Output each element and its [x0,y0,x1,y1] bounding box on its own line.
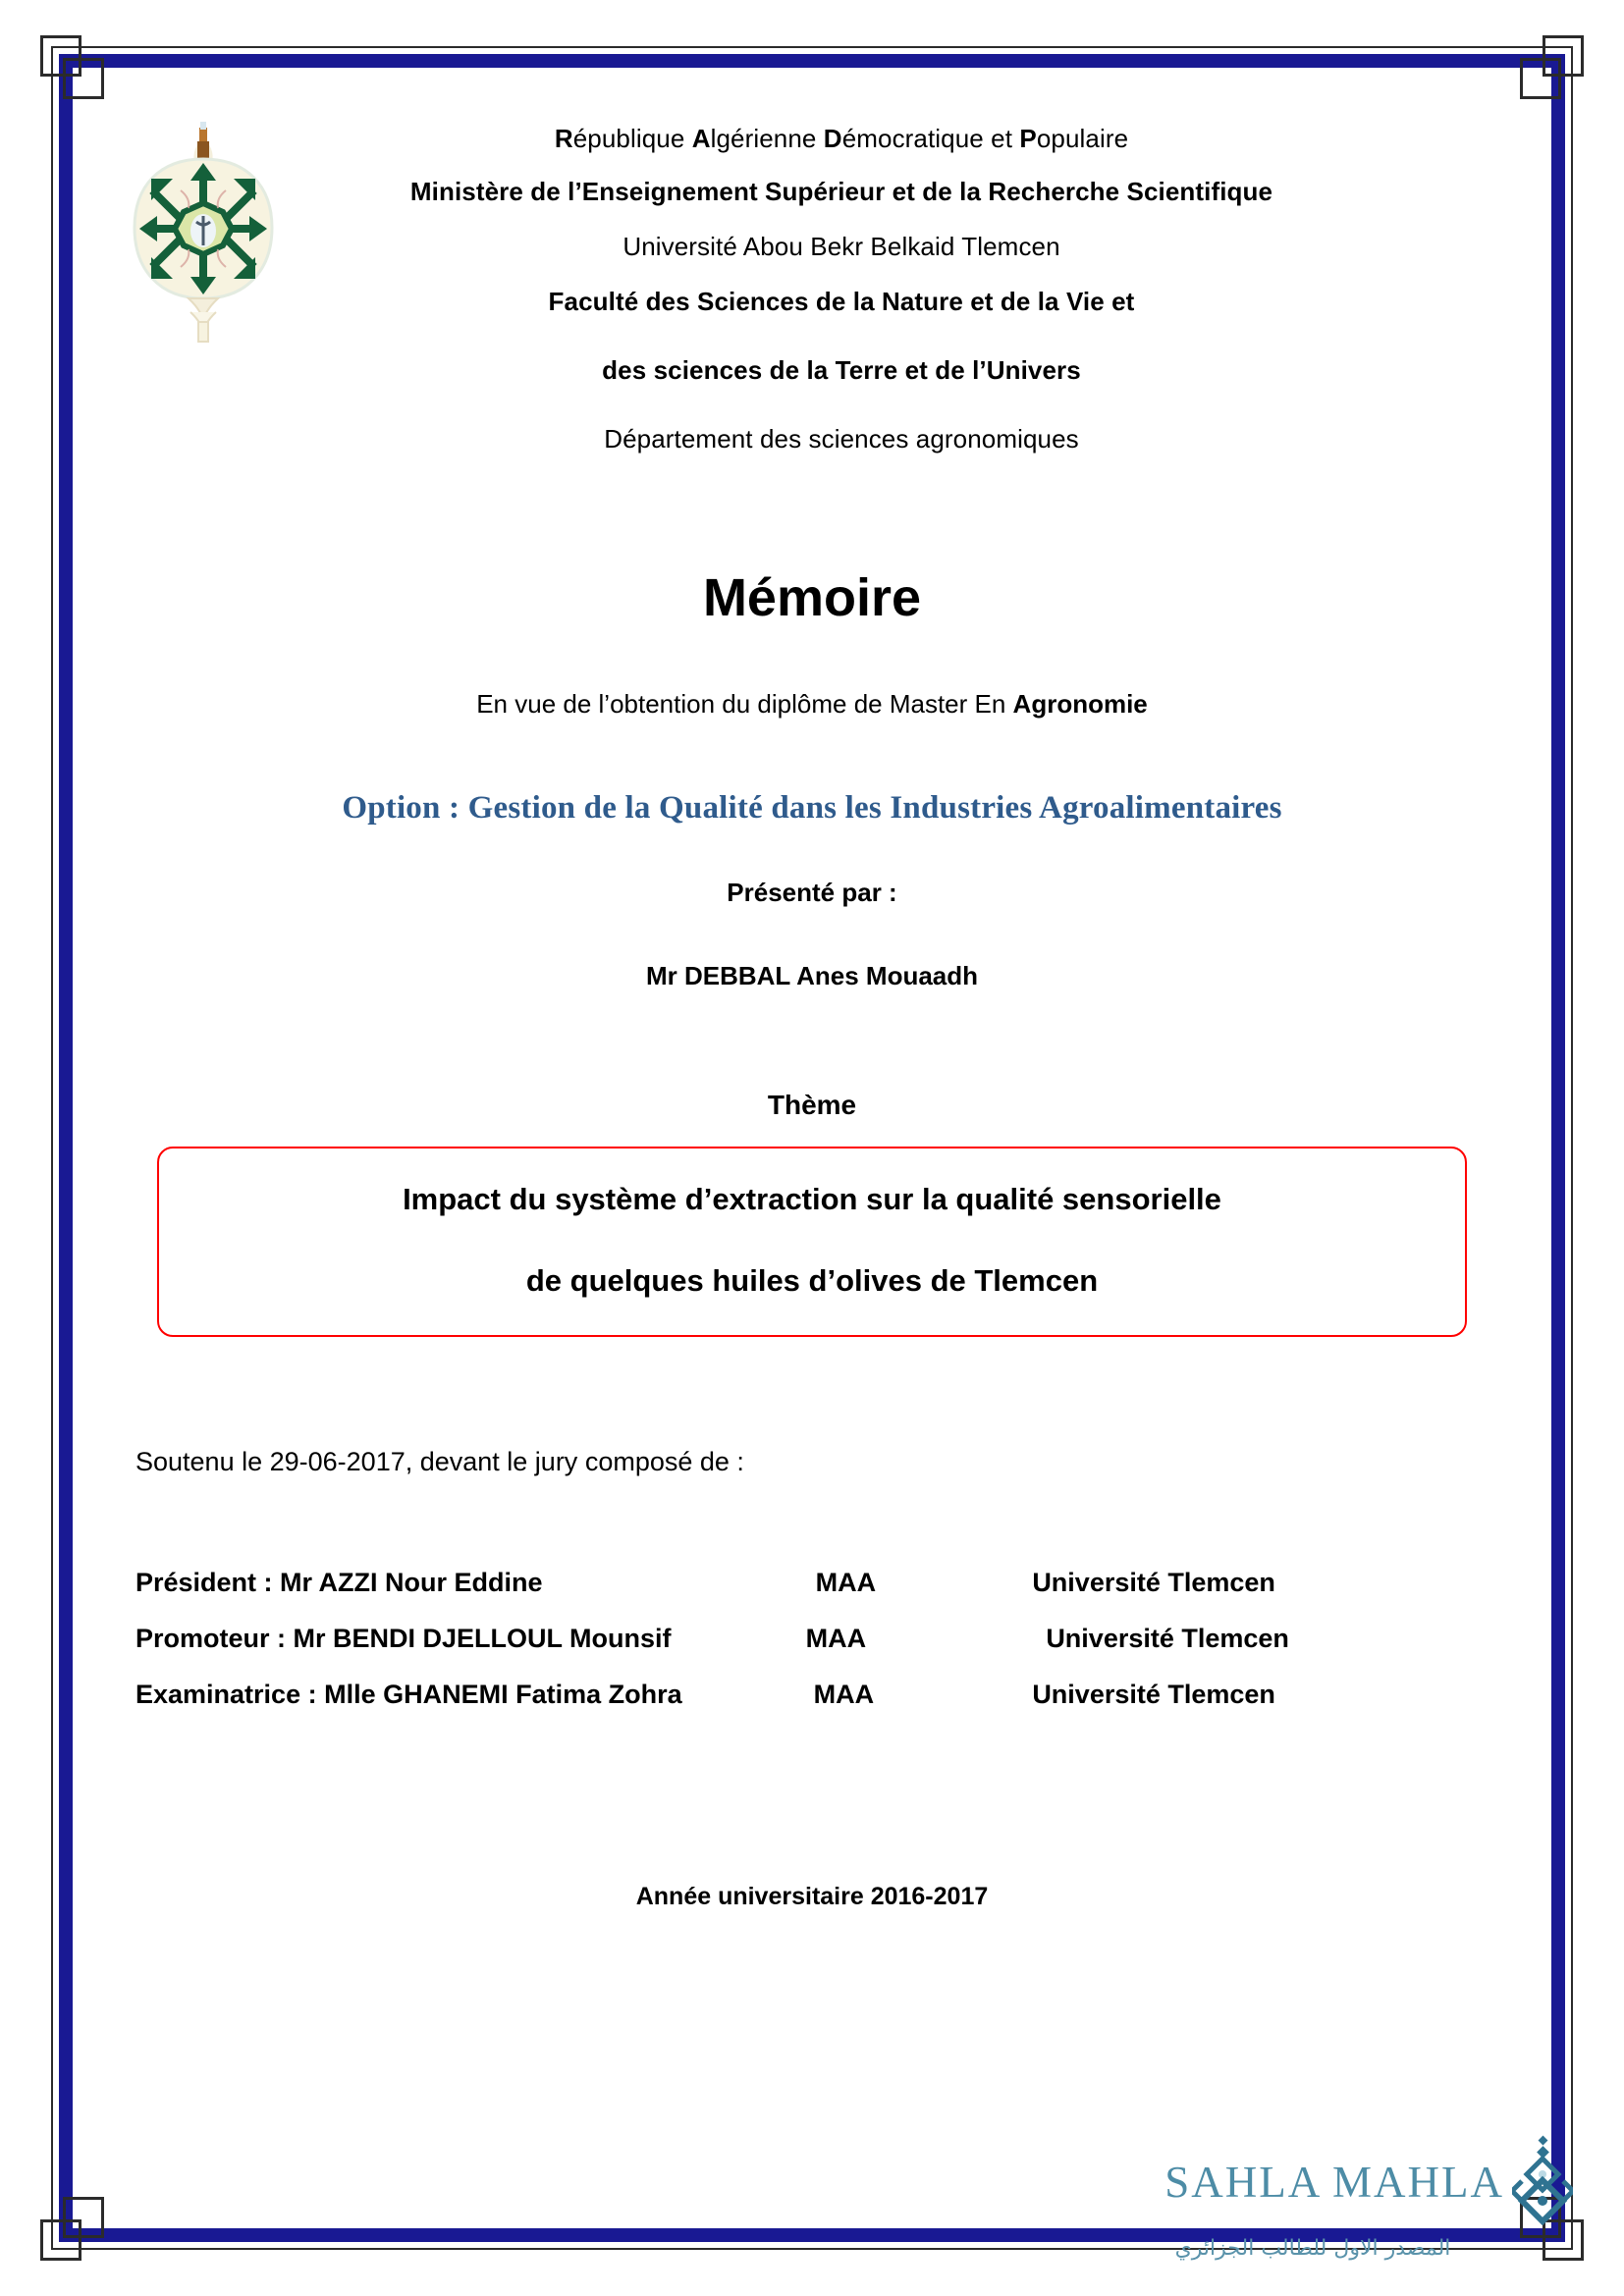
theme-title-line-1: Impact du système d’extraction sur la qualité sensorielle [403,1182,1221,1216]
corner-ornament-outer-top-left [40,35,81,77]
option-specialty: Option : Gestion de la Qualité dans les Industries Agroalimentaires [342,790,1282,826]
diploma-statement-field: Agronomie [1012,689,1148,719]
corner-ornament-outer-bottom-right [1543,2219,1584,2261]
jury-grade-0: MAA [815,1568,877,1597]
academic-year: Année universitaire 2016-2017 [635,1883,989,1910]
jury-institution-1: Université Tlemcen [1046,1624,1289,1653]
university-emblem-icon [130,120,277,346]
table-row [135,1624,1412,1680]
header-line-republic-c: émocratique et [841,124,1020,153]
theme-label: Thème [767,1090,857,1120]
table-row [135,1568,1412,1624]
jury-institution-0: Université Tlemcen [1032,1568,1275,1597]
jury-institution-2: Université Tlemcen [1032,1680,1275,1709]
author-name: Mr DEBBAL Anes Mouaadh [645,961,979,990]
table-row [135,1680,1412,1735]
diploma-statement-prefix: En vue de l’obtention du diplôme de Master En [476,689,1013,719]
jury-grade-2: MAA [813,1680,875,1709]
header-line-republic-a: A [691,124,711,153]
header-line-republic-b: lgérienne [710,124,824,153]
jury-role-0: Président : Mr AZZI Nour Eddine [135,1568,543,1597]
corner-ornament-outer-top-right [1543,35,1584,77]
institution-header-lines [157,126,1526,452]
header-line-university: Université Abou Bekr Belkaid Tlemcen [623,232,1060,261]
header-line-republic-p: P [1019,124,1037,153]
header-line-republic-r: R [554,124,573,153]
header-line-republic-e: opulaire [1036,124,1129,153]
header-line-faculty-1: Faculté des Sciences de la Nature et de la Vie et [548,287,1135,316]
institution-header [98,98,1526,452]
jury-role-1: Promoteur : Mr BENDI DJELLOUL Mounsif [135,1624,672,1653]
header-line-republic [157,126,1526,151]
jury-grade-1: MAA [805,1624,867,1653]
theme-box [157,1147,1467,1337]
header-line-department: Département des sciences agronomiques [604,424,1079,454]
header-line-faculty-2: des sciences de la Terre et de l’Univers [602,355,1081,385]
jury-role-2: Examinatrice : Mlle GHANEMI Fatima Zohra [135,1680,682,1709]
watermark-brand-text: SAHLA MAHLA [1164,2158,1504,2207]
theme-title-line-2: de quelques huiles d’olives de Tlemcen [525,1263,1099,1298]
cover-page-content [98,98,1526,2209]
diploma-statement [98,689,1526,720]
corner-ornament-outer-bottom-left [40,2219,81,2261]
page-title-memoire: Mémoire [702,568,922,627]
defense-statement: Soutenu le 29-06-2017, devant le jury composé de : [135,1447,744,1476]
header-line-republic-a1: épublique [572,124,692,153]
jury-table [135,1568,1412,1735]
presented-by-label: Présenté par : [727,878,897,907]
header-line-republic-d: D [823,124,842,153]
header-line-ministry: Ministère de l’Enseignement Supérieur et de la Recherche Scientifique [409,177,1273,206]
watermark-tagline-arabic: المصدر الاول للطالب الجزائري [1174,2236,1451,2261]
